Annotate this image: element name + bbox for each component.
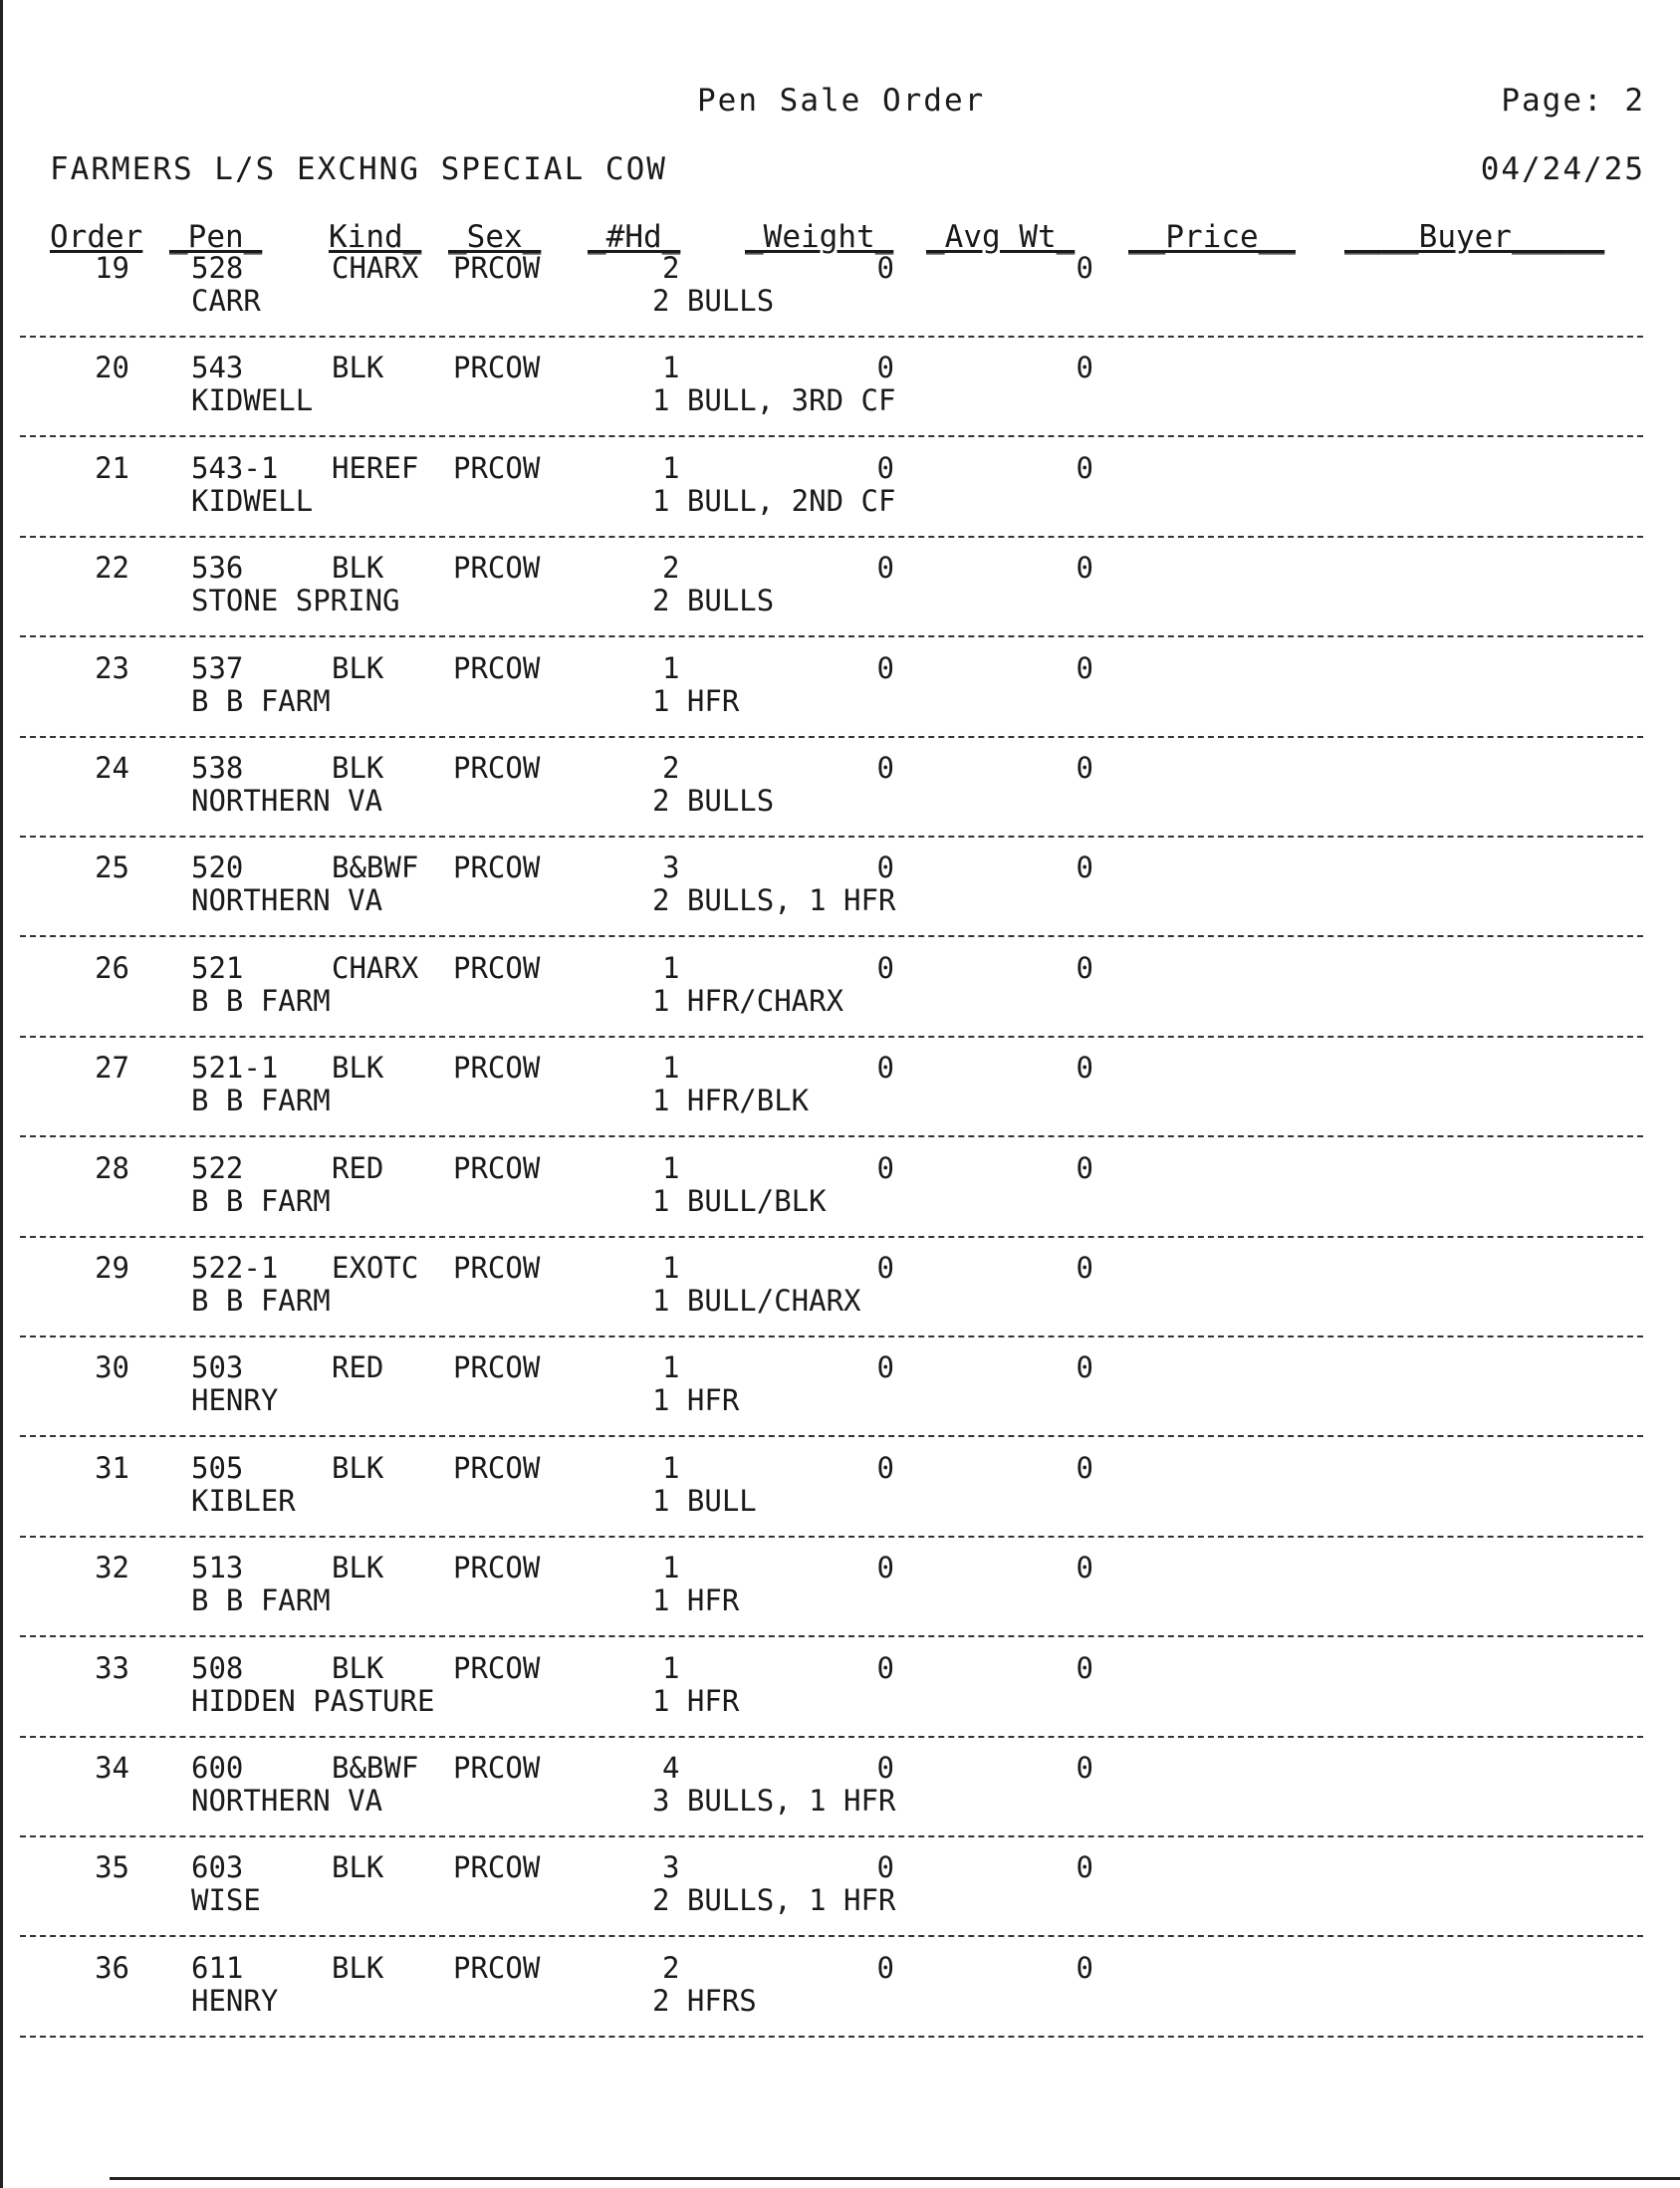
order-number: 36 [95, 1951, 129, 1985]
avg-weight: 0 [1076, 1551, 1093, 1584]
lot-description: 1 HFR [652, 684, 740, 718]
seller-name: HIDDEN PASTURE [191, 1684, 435, 1718]
kind: BLK [332, 551, 384, 585]
order-number: 26 [95, 951, 129, 985]
report-title: Pen Sale Order [697, 83, 986, 119]
weight: 0 [876, 1451, 894, 1485]
column-header-buyer: ____Buyer_____ [1344, 219, 1605, 255]
avg-weight: 0 [1076, 851, 1093, 884]
kind: CHARX [332, 251, 419, 285]
seller-name: KIDWELL [191, 383, 314, 417]
order-number: 33 [95, 1651, 129, 1685]
sex: PRCOW [453, 851, 541, 884]
avg-weight: 0 [1076, 951, 1093, 985]
lot-description: 1 BULL/CHARX [652, 1284, 861, 1318]
kind: BLK [332, 651, 384, 685]
lot-description: 2 BULLS, 1 HFR [652, 1883, 896, 1917]
order-number: 23 [95, 651, 129, 685]
column-header-pen: _Pen_ [169, 219, 263, 255]
kind: BLK [332, 351, 384, 384]
seller-name: WISE [191, 1883, 261, 1917]
page-border-bottom [110, 2177, 1680, 2180]
row-divider [20, 1236, 1643, 1238]
pen-number: 538 [191, 751, 244, 785]
lot-description: 1 BULL/BLK [652, 1184, 827, 1218]
head-count: 1 [662, 1651, 680, 1685]
kind: BLK [332, 1551, 384, 1584]
head-count: 1 [662, 1350, 680, 1384]
head-count: 1 [662, 651, 680, 685]
order-number: 29 [95, 1251, 129, 1285]
page-border-left [0, 0, 3, 2188]
pen-number: 521-1 [191, 1051, 279, 1085]
avg-weight: 0 [1076, 1051, 1093, 1085]
avg-weight: 0 [1076, 1350, 1093, 1384]
avg-weight: 0 [1076, 1751, 1093, 1785]
kind: EXOTC [332, 1251, 419, 1285]
order-number: 21 [95, 451, 129, 485]
seller-name: B B FARM [191, 1583, 331, 1617]
avg-weight: 0 [1076, 1151, 1093, 1185]
order-number: 28 [95, 1151, 129, 1185]
order-number: 19 [95, 251, 129, 285]
order-number: 25 [95, 851, 129, 884]
order-number: 30 [95, 1350, 129, 1384]
weight: 0 [876, 551, 894, 585]
seller-name: B B FARM [191, 1184, 331, 1218]
pen-number: 513 [191, 1551, 244, 1584]
kind: RED [332, 1151, 384, 1185]
lot-description: 1 BULL, 2ND CF [652, 484, 896, 518]
weight: 0 [876, 1350, 894, 1384]
order-number: 24 [95, 751, 129, 785]
avg-weight: 0 [1076, 451, 1093, 485]
weight: 0 [876, 751, 894, 785]
pen-number: 508 [191, 1651, 244, 1685]
column-header-kind: Kind_ [329, 219, 422, 255]
sex: PRCOW [453, 1551, 541, 1584]
head-count: 2 [662, 251, 680, 285]
pen-number: 537 [191, 651, 244, 685]
row-divider [20, 336, 1643, 338]
head-count: 1 [662, 1451, 680, 1485]
head-count: 2 [662, 751, 680, 785]
seller-name: KIBLER [191, 1484, 296, 1518]
avg-weight: 0 [1076, 751, 1093, 785]
weight: 0 [876, 1551, 894, 1584]
kind: BLK [332, 1850, 384, 1884]
sex: PRCOW [453, 1850, 541, 1884]
head-count: 1 [662, 1051, 680, 1085]
weight: 0 [876, 351, 894, 384]
row-divider [20, 1536, 1643, 1538]
lot-description: 2 HFRS [652, 1984, 757, 2018]
weight: 0 [876, 451, 894, 485]
weight: 0 [876, 1951, 894, 1985]
seller-name: NORTHERN VA [191, 883, 383, 917]
avg-weight: 0 [1076, 1451, 1093, 1485]
avg-weight: 0 [1076, 1651, 1093, 1685]
sex: PRCOW [453, 251, 541, 285]
weight: 0 [876, 1751, 894, 1785]
row-divider [20, 1736, 1643, 1738]
weight: 0 [876, 251, 894, 285]
kind: BLK [332, 1951, 384, 1985]
head-count: 4 [662, 1751, 680, 1785]
seller-name: B B FARM [191, 684, 331, 718]
kind: HEREF [332, 451, 419, 485]
column-header-avg-wt: _Avg Wt_ [926, 219, 1076, 255]
row-divider [20, 736, 1643, 738]
pen-number: 528 [191, 251, 244, 285]
column-header-sex: _Sex_ [448, 219, 542, 255]
sex: PRCOW [453, 1350, 541, 1384]
head-count: 2 [662, 551, 680, 585]
page-number: Page: 2 [1501, 83, 1645, 119]
pen-number: 603 [191, 1850, 244, 1884]
pen-number: 503 [191, 1350, 244, 1384]
avg-weight: 0 [1076, 551, 1093, 585]
seller-name: B B FARM [191, 984, 331, 1018]
avg-weight: 0 [1076, 651, 1093, 685]
sex: PRCOW [453, 1751, 541, 1785]
pen-number: 600 [191, 1751, 244, 1785]
seller-name: NORTHERN VA [191, 1784, 383, 1818]
sex: PRCOW [453, 751, 541, 785]
sale-date: 04/24/25 [1480, 151, 1645, 187]
order-number: 34 [95, 1751, 129, 1785]
avg-weight: 0 [1076, 1951, 1093, 1985]
lot-description: 1 HFR [652, 1583, 740, 1617]
sex: PRCOW [453, 451, 541, 485]
sex: PRCOW [453, 1951, 541, 1985]
sex: PRCOW [453, 1051, 541, 1085]
pen-number: 521 [191, 951, 244, 985]
row-divider [20, 1336, 1643, 1337]
column-header-order: Order [50, 219, 143, 255]
kind: BLK [332, 1651, 384, 1685]
row-divider [20, 2036, 1643, 2038]
lot-description: 1 HFR/CHARX [652, 984, 844, 1018]
row-divider [20, 1635, 1643, 1637]
head-count: 2 [662, 1951, 680, 1985]
kind: BLK [332, 751, 384, 785]
pen-number: 522-1 [191, 1251, 279, 1285]
weight: 0 [876, 1151, 894, 1185]
pen-number: 505 [191, 1451, 244, 1485]
row-divider [20, 1036, 1643, 1038]
order-number: 20 [95, 351, 129, 384]
weight: 0 [876, 1051, 894, 1085]
lot-description: 2 BULLS [652, 584, 775, 617]
sex: PRCOW [453, 1251, 541, 1285]
sex: PRCOW [453, 951, 541, 985]
lot-description: 1 HFR [652, 1684, 740, 1718]
lot-description: 1 HFR [652, 1383, 740, 1417]
row-divider [20, 935, 1643, 937]
lot-description: 2 BULLS [652, 784, 775, 818]
sex: PRCOW [453, 351, 541, 384]
seller-name: B B FARM [191, 1284, 331, 1318]
kind: B&BWF [332, 851, 419, 884]
kind: CHARX [332, 951, 419, 985]
order-number: 32 [95, 1551, 129, 1584]
row-divider [20, 435, 1643, 437]
seller-name: B B FARM [191, 1084, 331, 1117]
pen-number: 536 [191, 551, 244, 585]
row-divider [20, 1135, 1643, 1137]
column-header-price: __Price__ [1128, 219, 1296, 255]
head-count: 1 [662, 451, 680, 485]
seller-name: KIDWELL [191, 484, 314, 518]
head-count: 1 [662, 1251, 680, 1285]
seller-name: HENRY [191, 1984, 279, 2018]
pen-number: 520 [191, 851, 244, 884]
order-number: 22 [95, 551, 129, 585]
order-number: 35 [95, 1850, 129, 1884]
seller-name: HENRY [191, 1383, 279, 1417]
row-divider [20, 1435, 1643, 1437]
sex: PRCOW [453, 551, 541, 585]
weight: 0 [876, 651, 894, 685]
head-count: 1 [662, 1551, 680, 1584]
lot-description: 3 BULLS, 1 HFR [652, 1784, 896, 1818]
lot-description: 1 BULL [652, 1484, 757, 1518]
avg-weight: 0 [1076, 251, 1093, 285]
lot-description: 2 BULLS, 1 HFR [652, 883, 896, 917]
sex: PRCOW [453, 1151, 541, 1185]
lot-description: 2 BULLS [652, 284, 775, 318]
head-count: 3 [662, 851, 680, 884]
kind: BLK [332, 1051, 384, 1085]
avg-weight: 0 [1076, 351, 1093, 384]
weight: 0 [876, 1651, 894, 1685]
row-divider [20, 536, 1643, 538]
sex: PRCOW [453, 1451, 541, 1485]
lot-description: 1 BULL, 3RD CF [652, 383, 896, 417]
seller-name: STONE SPRING [191, 584, 400, 617]
kind: RED [332, 1350, 384, 1384]
avg-weight: 0 [1076, 1251, 1093, 1285]
pen-number: 522 [191, 1151, 244, 1185]
kind: B&BWF [332, 1751, 419, 1785]
sale-name: FARMERS L/S EXCHNG SPECIAL COW [50, 151, 667, 187]
head-count: 1 [662, 951, 680, 985]
weight: 0 [876, 951, 894, 985]
pen-number: 543 [191, 351, 244, 384]
lot-description: 1 HFR/BLK [652, 1084, 810, 1117]
seller-name: CARR [191, 284, 261, 318]
sex: PRCOW [453, 1651, 541, 1685]
kind: BLK [332, 1451, 384, 1485]
row-divider [20, 1835, 1643, 1837]
weight: 0 [876, 1850, 894, 1884]
order-number: 27 [95, 1051, 129, 1085]
pen-number: 543-1 [191, 451, 279, 485]
column-header-weight: _Weight_ [745, 219, 894, 255]
seller-name: NORTHERN VA [191, 784, 383, 818]
head-count: 1 [662, 1151, 680, 1185]
order-number: 31 [95, 1451, 129, 1485]
weight: 0 [876, 851, 894, 884]
head-count: 1 [662, 351, 680, 384]
sex: PRCOW [453, 651, 541, 685]
row-divider [20, 1935, 1643, 1937]
weight: 0 [876, 1251, 894, 1285]
pen-number: 611 [191, 1951, 244, 1985]
column-header-hd: _#Hd_ [588, 219, 681, 255]
row-divider [20, 836, 1643, 838]
row-divider [20, 635, 1643, 637]
avg-weight: 0 [1076, 1850, 1093, 1884]
head-count: 3 [662, 1850, 680, 1884]
